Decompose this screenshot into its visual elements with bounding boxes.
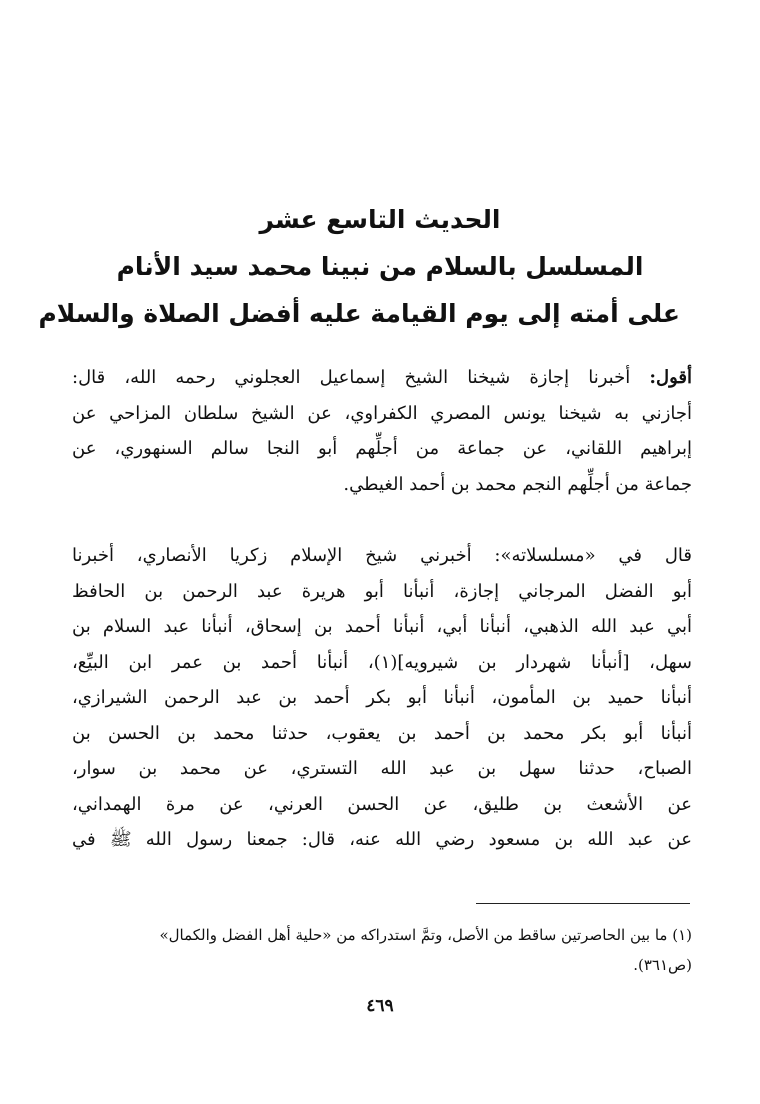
paragraph-2-line-2: أبو الفضل المرجاني إجازة، أنبأنا أبو هريرة عبد الرحمن بن الحافظ — [72, 580, 692, 602]
paragraph-1-line-1-text: أخبرنا إجازة شيخنا الشيخ إسماعيل العجلوني رحمه الله، قال: — [72, 367, 650, 388]
paragraph-1-line-4: جماعة من أجلِّهم النجم محمد بن أحمد الغيطي. — [343, 473, 692, 495]
footnote — [72, 920, 692, 980]
paragraph-2-line-6: أنبأنا أبو بكر محمد بن أحمد بن يعقوب، حدثنا محمد بن الحسن بن — [72, 722, 692, 744]
paragraph-2-line-7: الصباح، حدثنا سهل بن عبد الله التستري، عن محمد بن سوار، — [72, 758, 692, 779]
paragraph-2-line-3: أبي عبد الله الذهبي، أنبأنا أبي، أنبأنا أحمد بن إسحاق، أنبأنا عبد السلام بن — [72, 616, 692, 637]
paragraph-1-line-2: أجازني به شيخنا يونس المصري الكفراوي، عن الشيخ سلطان المزاحي عن — [72, 402, 692, 424]
paragraph-2-line-4: سهل، [أنبأنا شهردار بن شيرويه](١)، أنبأنا أحمد بن عمر ابن البيِّع، — [72, 651, 692, 673]
paragraph-2-line-9: عن عبد الله بن مسعود رضي الله عنه، قال: جمعنا رسول الله ﷺ في — [72, 829, 692, 850]
paragraph-1-line-3: إبراهيم اللقاني، عن جماعة من أجلِّهم أبو النجا سالم السنهوري، عن — [72, 438, 692, 459]
paragraph-2-line-5: أنبأنا حميد بن المأمون، أنبأنا أبو بكر أحمد بن عبد الرحمن الشيرازي، — [72, 687, 692, 708]
paragraph-2 — [72, 538, 692, 858]
paragraph-1-line-1 — [72, 360, 692, 396]
paragraph-lead-word: أقول: — [649, 367, 692, 388]
heading-line-3: على أمته إلى يوم القيامة عليه أفضل الصلاة والسلام — [38, 299, 680, 328]
paragraph-1 — [72, 360, 692, 502]
paragraph-2-line-1: قال في «مسلسلاته»: أخبرني شيخ الإسلام زكريا الأنصاري، أخبرنا — [72, 545, 692, 566]
heading-line-2: المسلسل بالسلام من نبينا محمد سيد الأنام — [116, 252, 644, 281]
chapter-heading — [38, 196, 680, 337]
footnote-line-1: (١) ما بين الحاصرتين ساقط من الأصل، وتمَّ استدراكه من «حلية أهل الفضل والكمال» — [159, 926, 692, 944]
footnote-divider — [476, 903, 690, 904]
paragraph-2-line-8: عن الأشعث بن طليق، عن الحسن العرني، عن مرة الهمداني، — [72, 793, 692, 815]
page-number: ٤٦٩ — [366, 996, 394, 1016]
heading-line-1: الحديث التاسع عشر — [259, 205, 501, 234]
footnote-line-2: (ص٣٦١). — [633, 956, 692, 974]
